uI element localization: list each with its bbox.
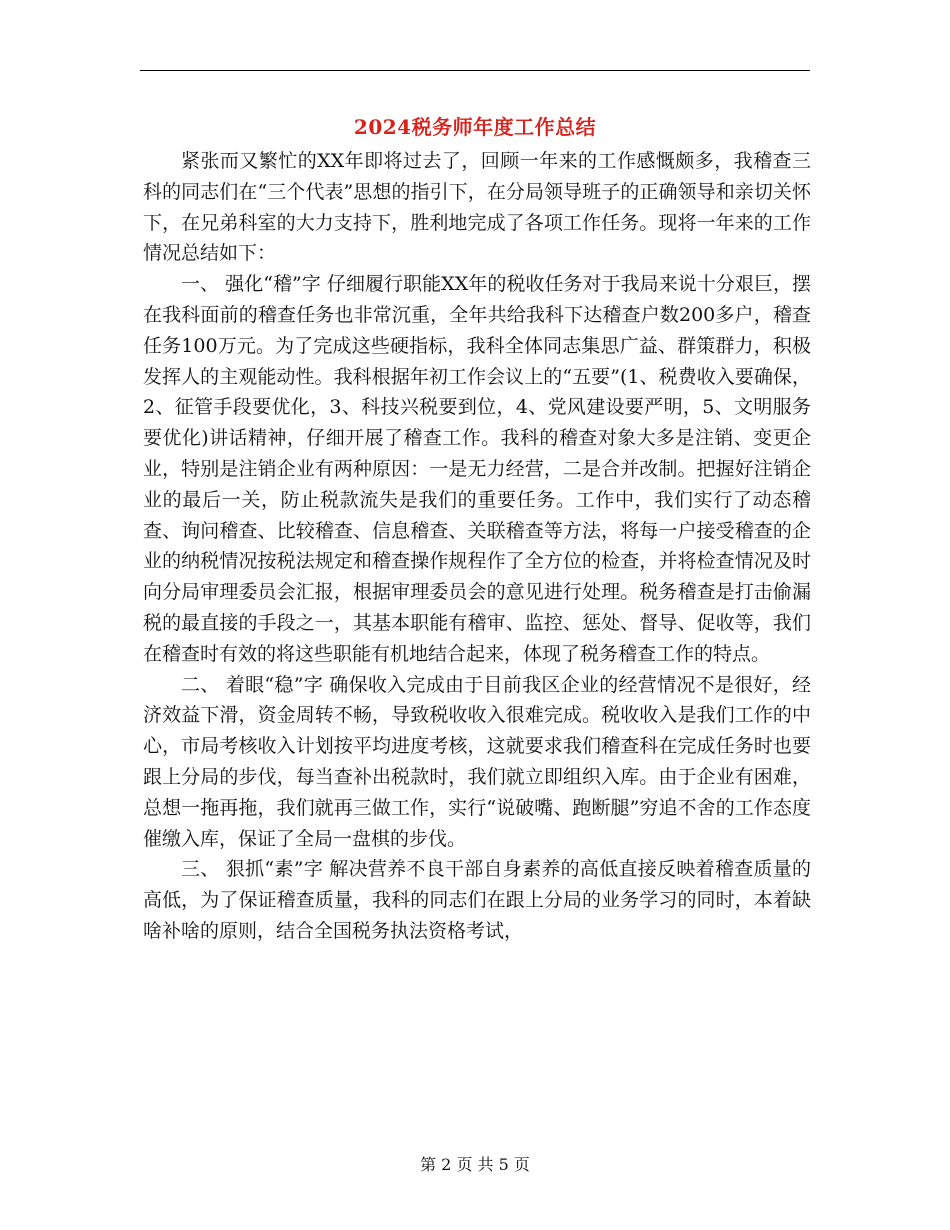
paragraph-section-2: 二、 着眼“稳”字 确保收入完成由于目前我区企业的经营情况不是很好，经济效益下滑，资金周转不畅，导致税收收入很难完成。税收收入是我们工作的中心，市局考核收入计划按平均进度考核，这就要求我们稽查科在完成任务时也要跟上分局的步伐，每当查补出税款时，我们就立即组织入库。由于企业有困难，总想一拖再拖，我们就再三做工作，实行“说破嘴、跑断腿”穷追不舍的工作态度催缴入库，保证了全局一盘棋的步伐。 xyxy=(143,673,811,850)
paragraph-section-3: 三、 狠抓“素”字 解决营养不良干部自身素养的高低直接反映着稽查质量的高低，为了保证稽查质量，我科的同志们在跟上分局的业务学习的同时，本着缺啥补啥的原则，结合全国税务执法资格考试， xyxy=(143,858,811,942)
page-number-label: 第 2 页 共 5 页 xyxy=(420,1155,530,1174)
paragraph-intro: 紧张而又繁忙的XX年即将过去了，回顾一年来的工作感慨颇多，我稽查三科的同志们在“三个代表”思想的指引下，在分局领导班子的正确领导和亲切关怀下，在兄弟科室的大力支持下，胜利地完成了各项工作任务。现将一年来的工作情况总结如下： xyxy=(143,150,811,265)
page-footer xyxy=(0,1154,950,1176)
document-title: 2024税务师年度工作总结 xyxy=(353,115,597,139)
header-rule xyxy=(140,70,810,71)
document-body xyxy=(143,146,811,947)
paragraph-section-1: 一、 强化“稽”字 仔细履行职能XX年的税收任务对于我局来说十分艰巨，摆在我科面前的稽查任务也非常沉重，全年共给我科下达稽查户数200多户，稽查任务100万元。为了完成这些硬指标，我科全体同志集思广益、群策群力，积极发挥人的主观能动性。我科根据年初工作会议上的“五要”(1、税费收入要确保，2、征管手段要优化，3、科技兴税要到位，4、党风建设要严明，5、文明服务要优化)讲话精神，仔细开展了稽查工作。我科的稽查对象大多是注销、变更企业，特别是注销企业有两种原因：一是无力经营，二是合并改制。把握好注销企业的最后一关，防止税款流失是我们的重要任务。工作中，我们实行了动态稽查、询问稽查、比较稽查、信息稽查、关联稽查等方法，将每一户接受稽查的企业的纳税情况按税法规定和稽查操作规程作了全方位的检查，并将检查情况及时向分局审理委员会汇报，根据审理委员会的意见进行处理。税务稽查是打击偷漏税的最直接的手段之一，其基本职能有稽审、监控、惩处、督导、促收等，我们在稽查时有效的将这些职能有机地结合起来，体现了税务稽查工作的特点。 xyxy=(143,273,811,665)
